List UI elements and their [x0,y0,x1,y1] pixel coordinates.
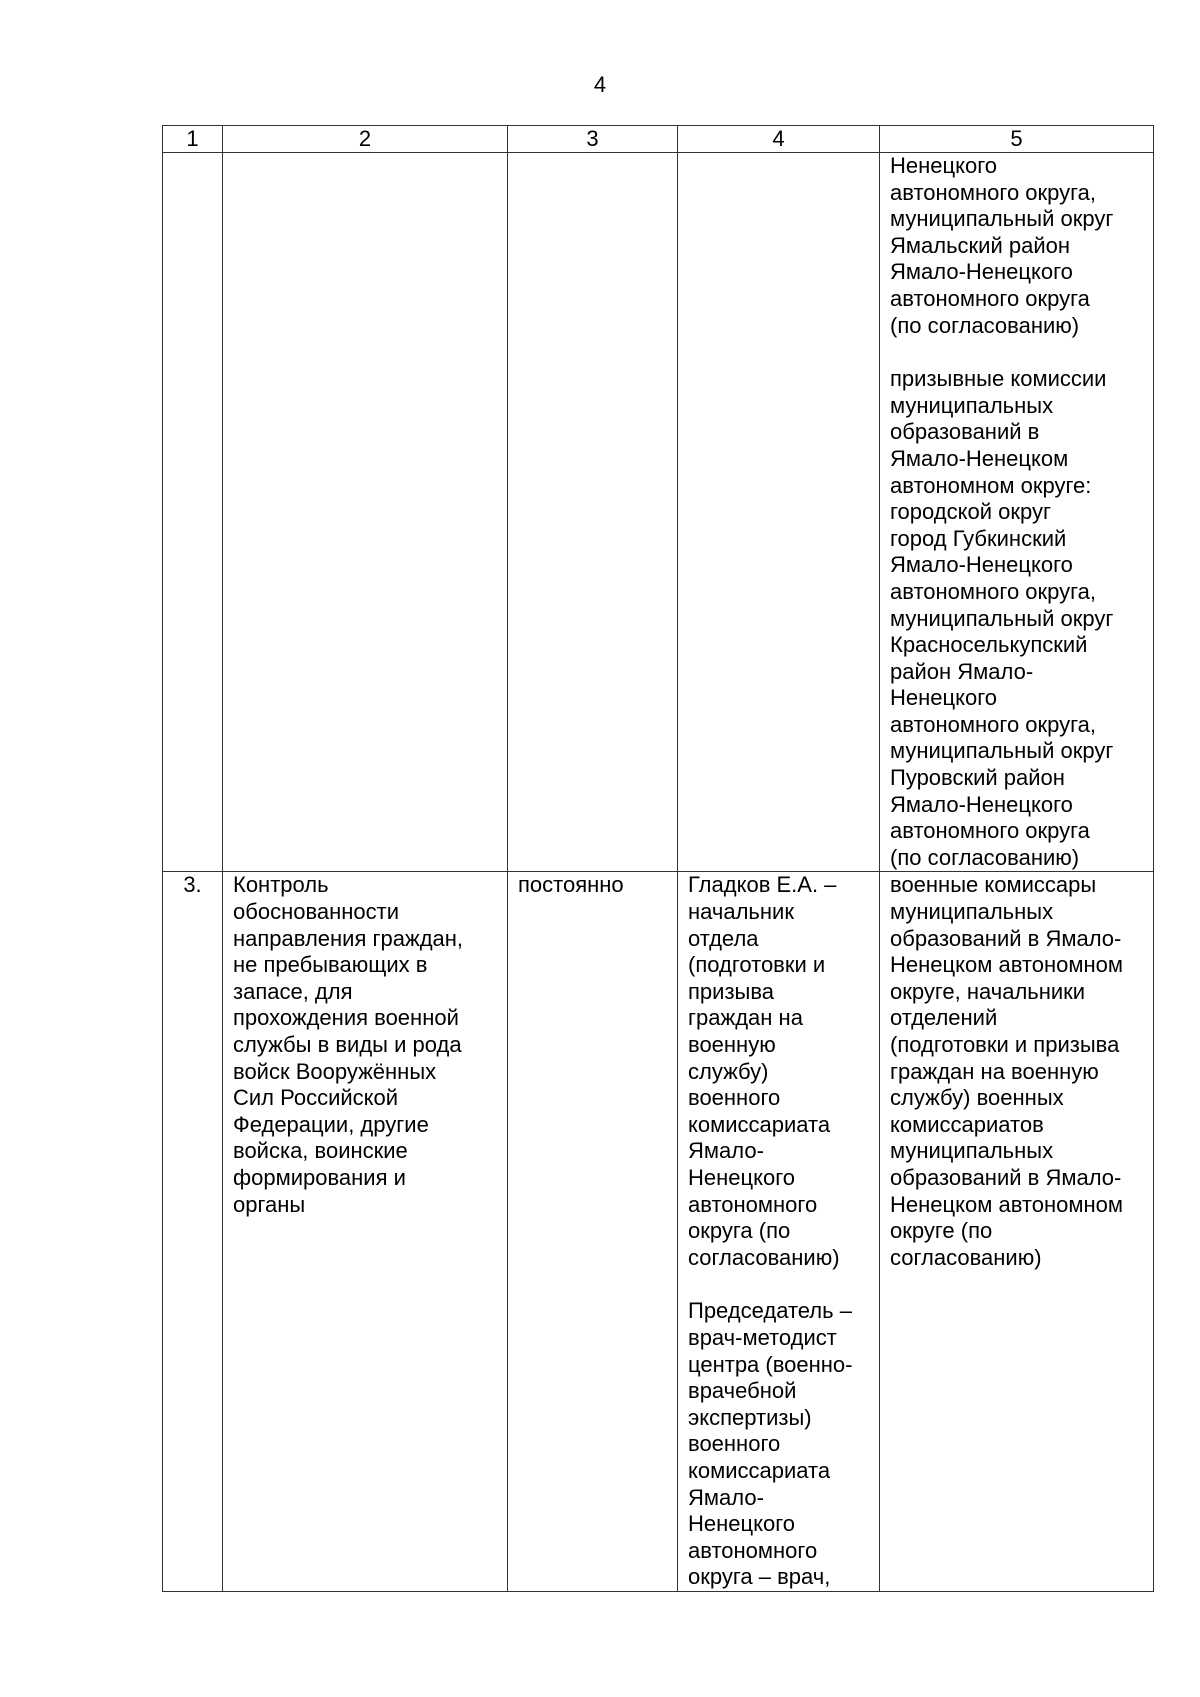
executor-text-part2: Председатель – врач-методист центра (военно- врачебной экспертизы) военного комиссариата Ямало- Ненецкого автономного округа – врач, [688,1298,853,1590]
column-header-3: 3 [508,126,678,153]
cell-empty [223,153,508,872]
deadline-text: постоянно [518,872,624,898]
event-description: Контроль обоснованности направления граждан, не пребывающих в запасе, для прохождения военной службы в виды и рода войск Вооружённых Сил Российской Федерации, другие войска, воинские формирования и органы [233,872,464,1217]
cell-event-description [223,872,508,1591]
events-table [162,125,1154,1592]
page-number: 4 [593,72,607,97]
column-header-2: 2 [223,126,508,153]
responsible-text-part2: призывные комиссии муниципальных образований в Ямало-Ненецком автономном округе: городской округ город Губкинский Ямало-Ненецкого автономного округа, муниципальный округ Красноселькупский район Ямало- Ненецкого автономного округа, муниципальный округ Пуровский район Ямало-Ненецкого автономного округа (по согласованию) [890,366,1114,870]
row-number: 3. [183,872,202,898]
column-header-4: 4 [678,126,880,153]
column-number-header-row [163,126,1154,153]
cell-responsible-continued [880,153,1154,872]
cell-responsible [880,872,1154,1591]
executor-text-part1: Гладков Е.А. – начальник отдела (подготовки и призыва граждан на военную службу) военного комиссариата Ямало- Ненецкого автономного округа (по согласованию) [688,872,840,1270]
cell-executors [678,872,880,1591]
cell-deadline [508,872,678,1591]
responsible-text-part1: Ненецкого автономного округа, муниципальный округ Ямальский район Ямало-Ненецкого автономного округа (по согласованию) [890,153,1114,338]
cell-empty [508,153,678,872]
table-row-3 [163,872,1154,1591]
column-header-5: 5 [880,126,1154,153]
cell-empty [678,153,880,872]
responsible-text: военные комиссары муниципальных образований в Ямало- Ненецком автономном округе, начальники отделений (подготовки и призыва граждан на военную службу) военных комиссариатов муниципальных образований в Ямало- Ненецком автономном округе (по согласованию) [890,872,1123,1270]
cell-empty [163,153,223,872]
cell-row-number [163,872,223,1591]
table-row-continued [163,153,1154,872]
column-header-1: 1 [163,126,223,153]
